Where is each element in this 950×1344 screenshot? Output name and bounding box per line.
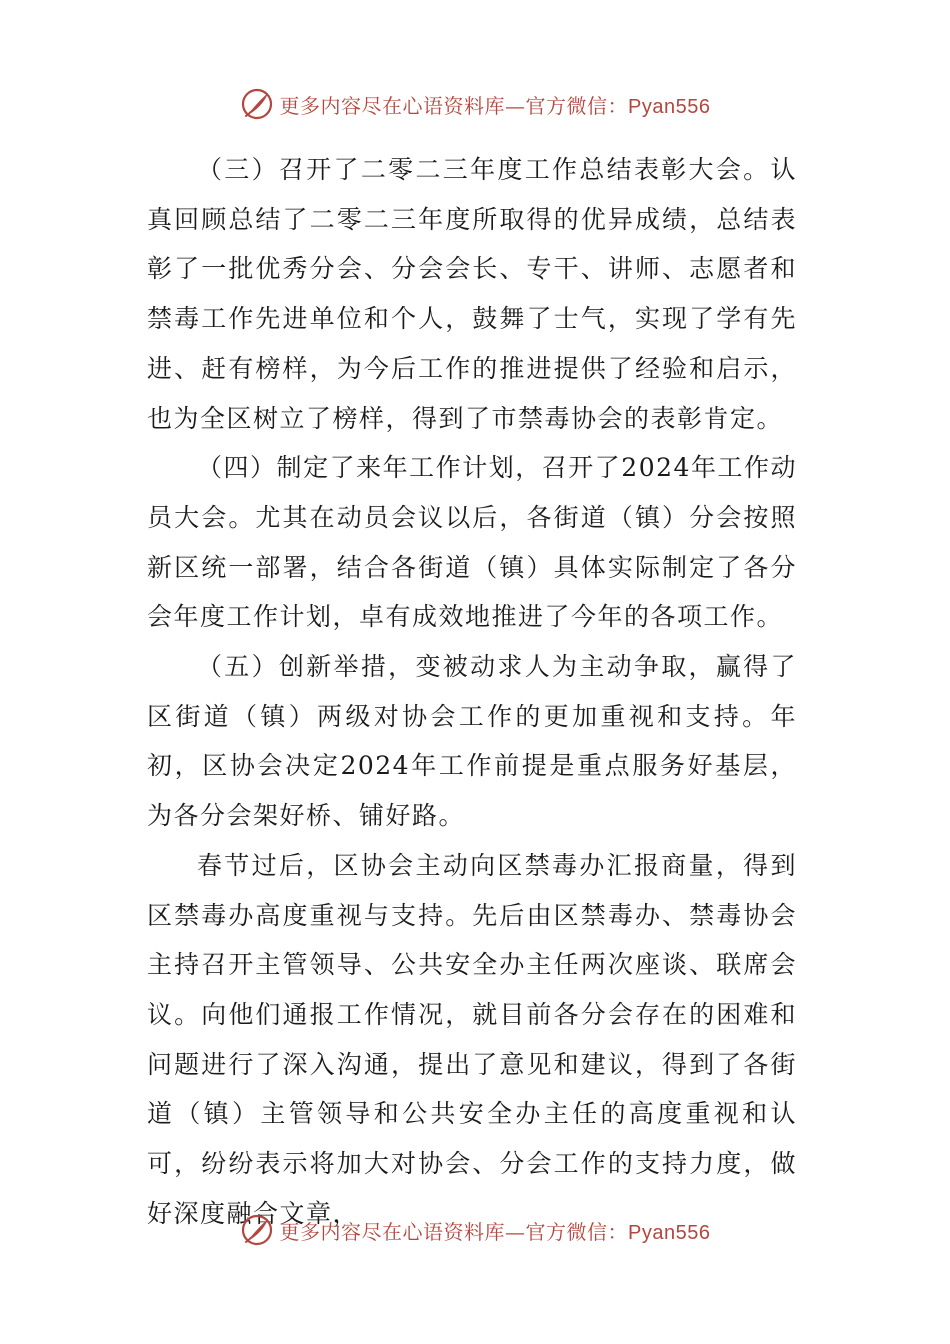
watermark-text-cn: 更多内容尽在心语资料库—官方微信： [279, 93, 629, 118]
quill-pen-logo-icon [240, 87, 274, 121]
paragraph: 春节过后，区协会主动向区禁毒办汇报商量，得到区禁毒办高度重视与支持。先后由区禁毒办、禁毒协会主持召开主管领导、公共安全办主任两次座谈、联席会议。向他们通报工作情况，就目前各分会存在的困难和问题进行了深入沟通，提出了意见和建议，得到了各街道（镇）主管领导和公共安全办主任的高度重视和认可，纷纷表示将加大对协会、分会工作的支持力度，做好深度融合文章， [147, 850, 797, 1228]
watermark-text-en: Pyan556 [628, 1221, 711, 1244]
watermark-header [0, 84, 950, 124]
watermark-text-en: Pyan556 [628, 95, 711, 118]
document-body [147, 145, 797, 1238]
watermark-text-cn: 更多内容尽在心语资料库—官方微信： [279, 1219, 629, 1244]
watermark-text [280, 90, 711, 119]
quill-pen-logo-icon [240, 1213, 274, 1247]
watermark-footer [0, 1210, 950, 1250]
watermark-text [280, 1216, 711, 1245]
paragraph: （四）制定了来年工作计划，召开了2024年工作动员大会。尤其在动员会议以后，各街道（镇）分会按照新区统一部署，结合各街道（镇）具体实际制定了各分会年度工作计划，卓有成效地推进了今年的各项工作。 [147, 453, 797, 632]
paragraph: （三）召开了二零二三年度工作总结表彰大会。认真回顾总结了二零二三年度所取得的优异成绩，总结表彰了一批优秀分会、分会会长、专干、讲师、志愿者和禁毒工作先进单位和个人，鼓舞了士气，实现了学有先进、赶有榜样，为今后工作的推进提供了经验和启示，也为全区树立了榜样，得到了市禁毒协会的表彰肯定。 [147, 155, 797, 433]
paragraph: （五）创新举措，变被动求人为主动争取，赢得了区街道（镇）两级对协会工作的更加重视和支持。年初，区协会决定2024年工作前提是重点服务好基层，为各分会架好桥、铺好路。 [147, 652, 797, 831]
